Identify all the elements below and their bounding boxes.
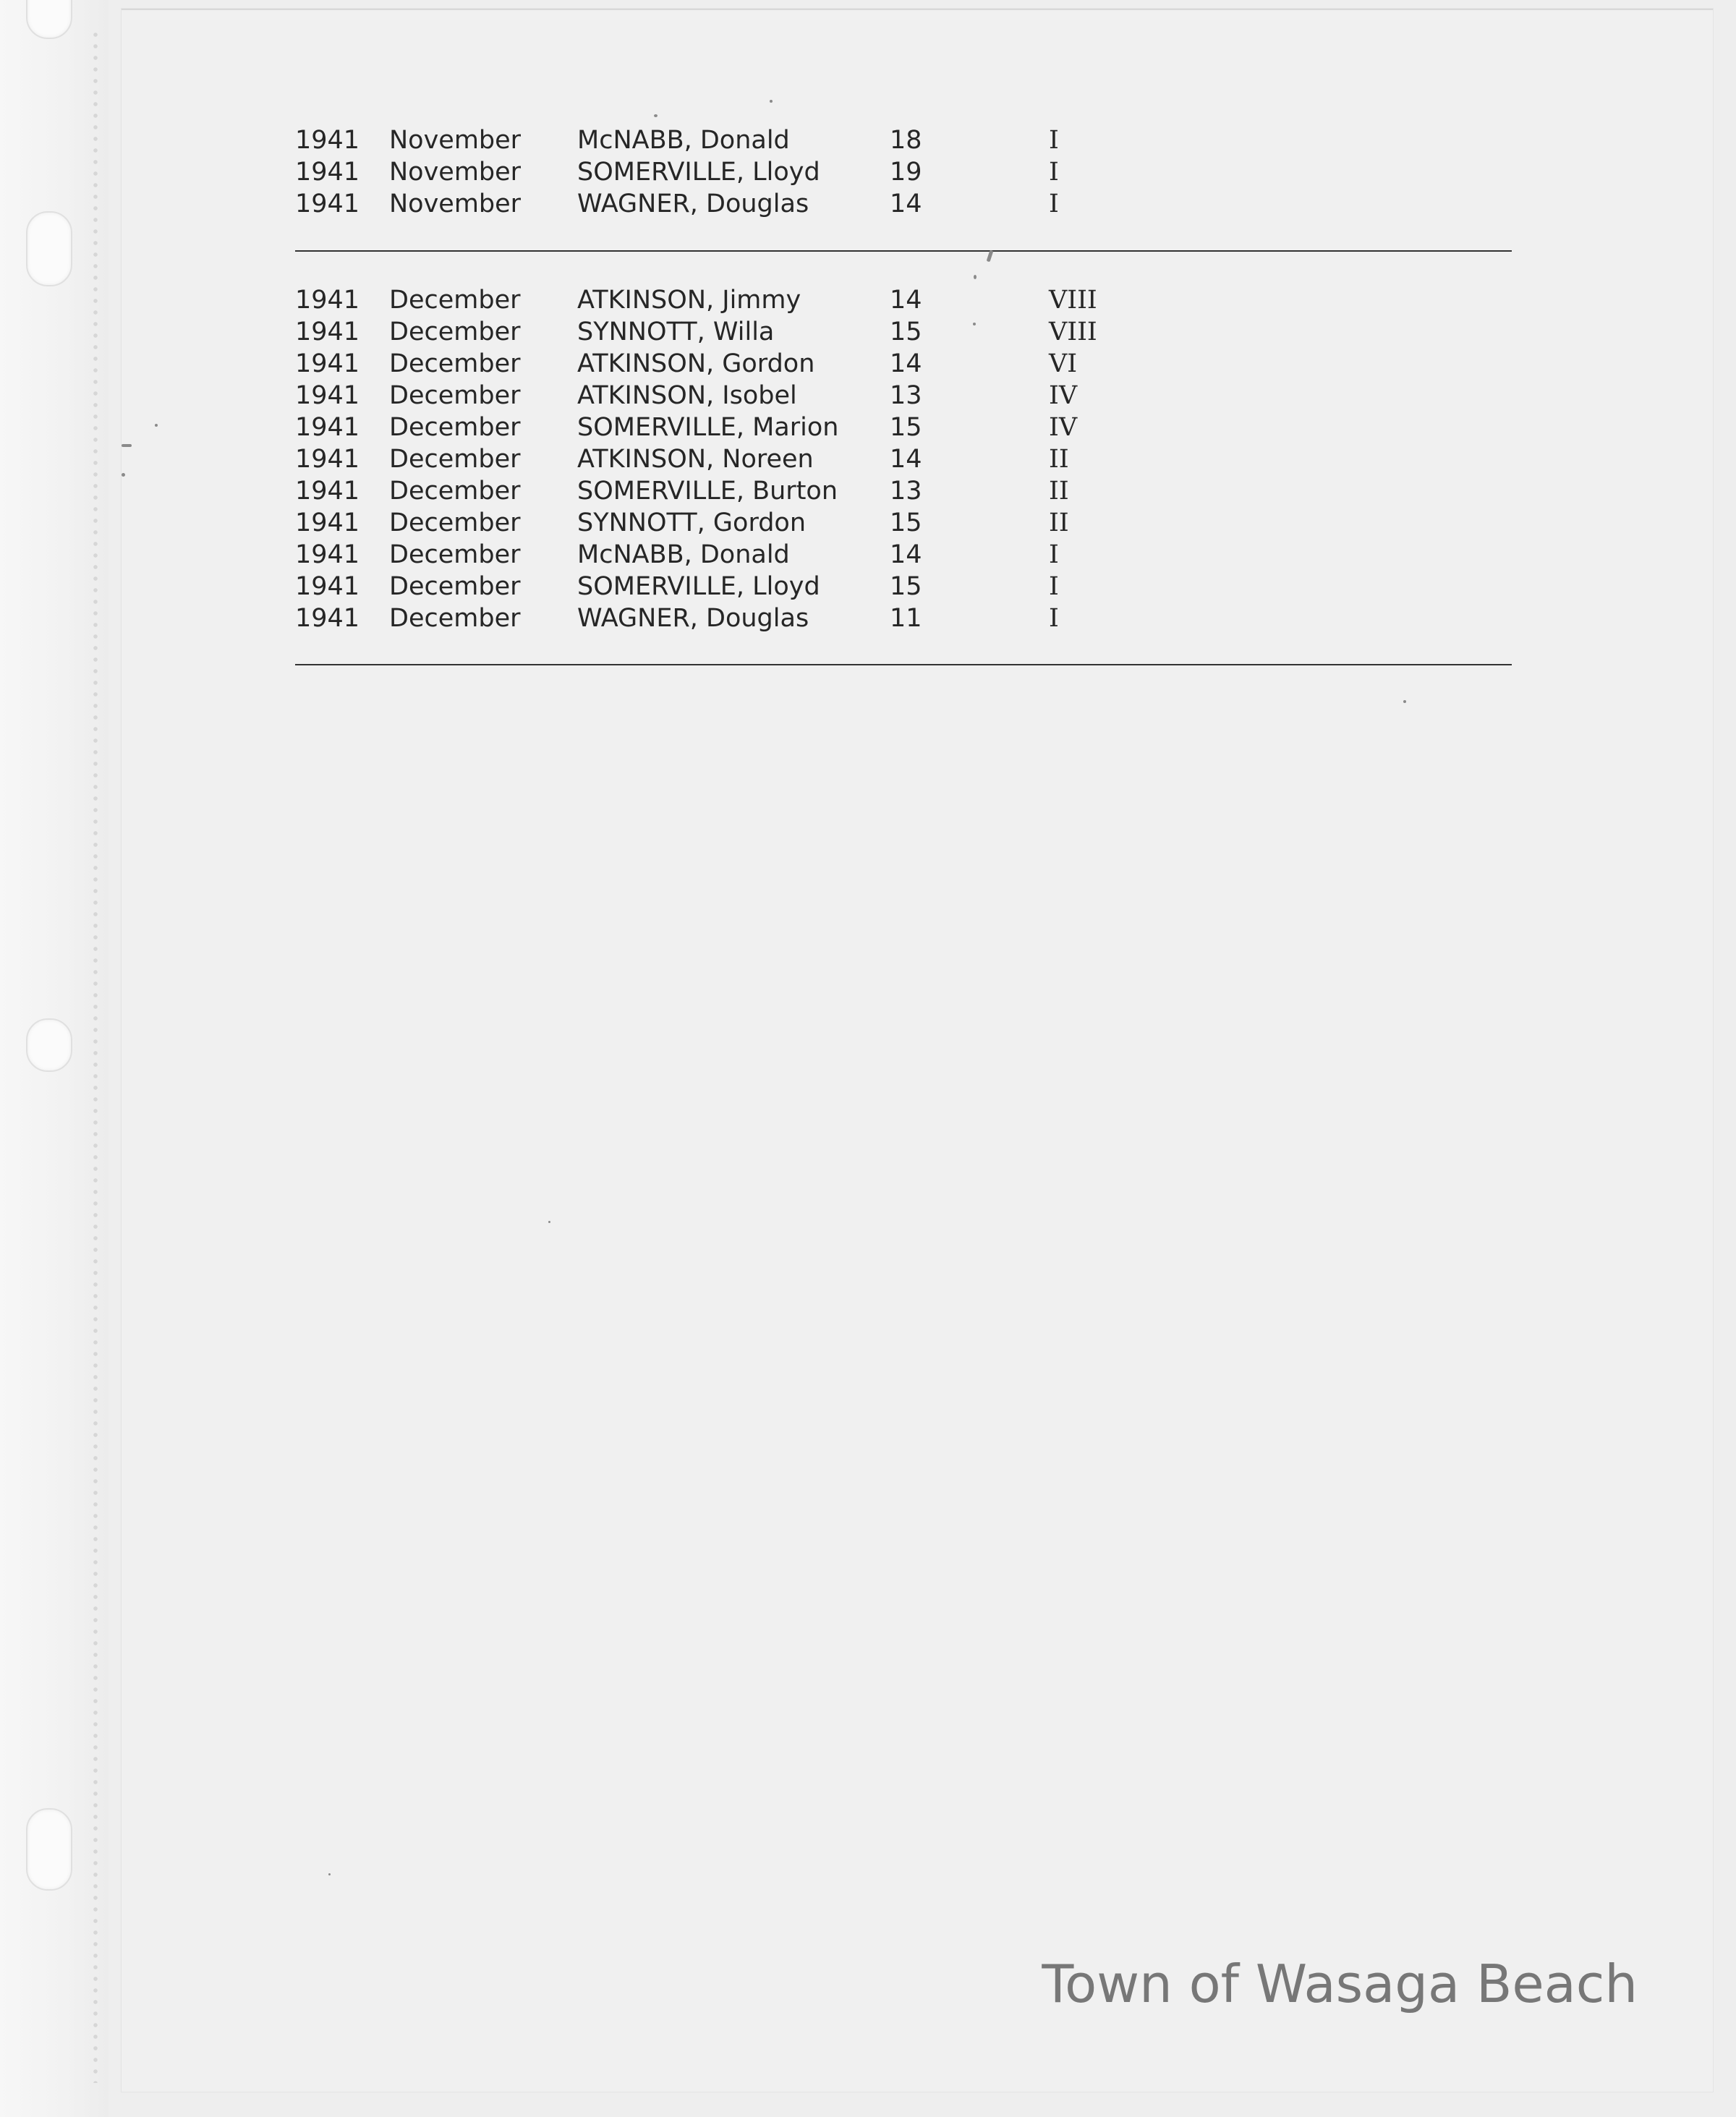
grade-cell: IV: [1049, 413, 1078, 442]
grade-cell: IV: [1049, 381, 1078, 410]
table-row: [295, 412, 1512, 443]
year-cell: 1941: [295, 381, 360, 410]
month-cell: December: [389, 508, 521, 537]
month-cell: December: [389, 604, 521, 633]
punch-hole: [26, 1018, 72, 1072]
scan-speck: [122, 444, 132, 447]
scan-speck: [548, 1221, 550, 1223]
age-cell: 19: [890, 158, 922, 187]
table-row: [295, 475, 1512, 507]
december-records: [295, 284, 1512, 634]
scan-speck: [973, 323, 976, 325]
month-cell: December: [389, 349, 521, 378]
grade-cell: I: [1049, 540, 1059, 569]
month-cell: December: [389, 445, 521, 474]
name-cell: WAGNER, Douglas: [577, 189, 809, 218]
name-cell: ATKINSON, Gordon: [577, 349, 815, 378]
scan-speck: [155, 424, 158, 427]
name-cell: SOMERVILLE, Lloyd: [577, 158, 820, 187]
table-row: [295, 188, 1512, 220]
age-cell: 15: [890, 318, 922, 346]
name-cell: WAGNER, Douglas: [577, 604, 809, 633]
name-cell: SYNNOTT, Gordon: [577, 508, 807, 537]
month-cell: December: [389, 572, 521, 601]
year-cell: 1941: [295, 286, 360, 315]
month-cell: December: [389, 381, 521, 410]
table-row: [295, 507, 1512, 539]
year-cell: 1941: [295, 189, 360, 218]
grade-cell: II: [1049, 508, 1069, 537]
year-cell: 1941: [295, 158, 360, 187]
table-row: [295, 284, 1512, 316]
age-cell: 14: [890, 445, 922, 474]
year-cell: 1941: [295, 126, 360, 155]
age-cell: 14: [890, 540, 922, 569]
name-cell: ATKINSON, Isobel: [577, 381, 797, 410]
month-cell: December: [389, 540, 521, 569]
table-row: [295, 539, 1512, 571]
scan-speck: [974, 275, 977, 279]
scan-speck: [654, 114, 658, 117]
november-records: [295, 124, 1512, 220]
grade-cell: II: [1049, 445, 1069, 474]
table-row: [295, 602, 1512, 634]
scan-speck: [328, 1873, 331, 1875]
age-cell: 14: [890, 349, 922, 378]
month-cell: December: [389, 413, 521, 442]
name-cell: SYNNOTT, Willa: [577, 318, 775, 346]
month-cell: November: [389, 158, 522, 187]
age-cell: 14: [890, 286, 922, 315]
table-row: [295, 156, 1512, 188]
grade-cell: VI: [1049, 349, 1078, 378]
table-row: [295, 316, 1512, 348]
grade-cell: II: [1049, 477, 1069, 506]
scan-speck: [1403, 700, 1406, 703]
year-cell: 1941: [295, 540, 360, 569]
name-cell: SOMERVILLE, Lloyd: [577, 572, 820, 601]
name-cell: SOMERVILLE, Burton: [577, 477, 838, 506]
table-row: [295, 571, 1512, 602]
age-cell: 13: [890, 477, 922, 506]
table-row: [295, 348, 1512, 380]
age-cell: 11: [890, 604, 922, 633]
sleeve-perforation: [93, 29, 98, 2083]
age-cell: 18: [890, 126, 922, 155]
name-cell: ATKINSON, Jimmy: [577, 286, 801, 315]
month-cell: November: [389, 126, 522, 155]
scan-speck: [770, 100, 773, 103]
month-cell: December: [389, 318, 521, 346]
section-divider: [295, 664, 1512, 665]
grade-cell: VIII: [1049, 318, 1097, 346]
age-cell: 15: [890, 413, 922, 442]
punch-hole: [26, 0, 72, 39]
year-cell: 1941: [295, 349, 360, 378]
name-cell: ATKINSON, Noreen: [577, 445, 814, 474]
sheet-protector-edge: [0, 0, 109, 2117]
year-cell: 1941: [295, 318, 360, 346]
name-cell: SOMERVILLE, Marion: [577, 413, 839, 442]
table-row: [295, 443, 1512, 475]
grade-cell: VIII: [1049, 286, 1097, 315]
year-cell: 1941: [295, 508, 360, 537]
grade-cell: I: [1049, 604, 1059, 633]
month-cell: December: [389, 286, 521, 315]
month-cell: December: [389, 477, 521, 506]
year-cell: 1941: [295, 604, 360, 633]
age-cell: 14: [890, 189, 922, 218]
table-row: [295, 124, 1512, 156]
year-cell: 1941: [295, 477, 360, 506]
grade-cell: I: [1049, 189, 1059, 218]
year-cell: 1941: [295, 413, 360, 442]
year-cell: 1941: [295, 572, 360, 601]
section-divider: [295, 250, 1512, 252]
grade-cell: I: [1049, 126, 1059, 155]
punch-hole: [26, 211, 72, 286]
scan-speck: [122, 473, 125, 477]
grade-cell: I: [1049, 158, 1059, 187]
name-cell: McNABB, Donald: [577, 540, 790, 569]
watermark: Town of Wasaga Beach: [1042, 1954, 1638, 2014]
age-cell: 13: [890, 381, 922, 410]
month-cell: November: [389, 189, 522, 218]
year-cell: 1941: [295, 445, 360, 474]
sheet-edge: [122, 9, 1713, 10]
age-cell: 15: [890, 508, 922, 537]
name-cell: McNABB, Donald: [577, 126, 790, 155]
grade-cell: I: [1049, 572, 1059, 601]
punch-hole: [26, 1808, 72, 1891]
table-row: [295, 380, 1512, 412]
age-cell: 15: [890, 572, 922, 601]
